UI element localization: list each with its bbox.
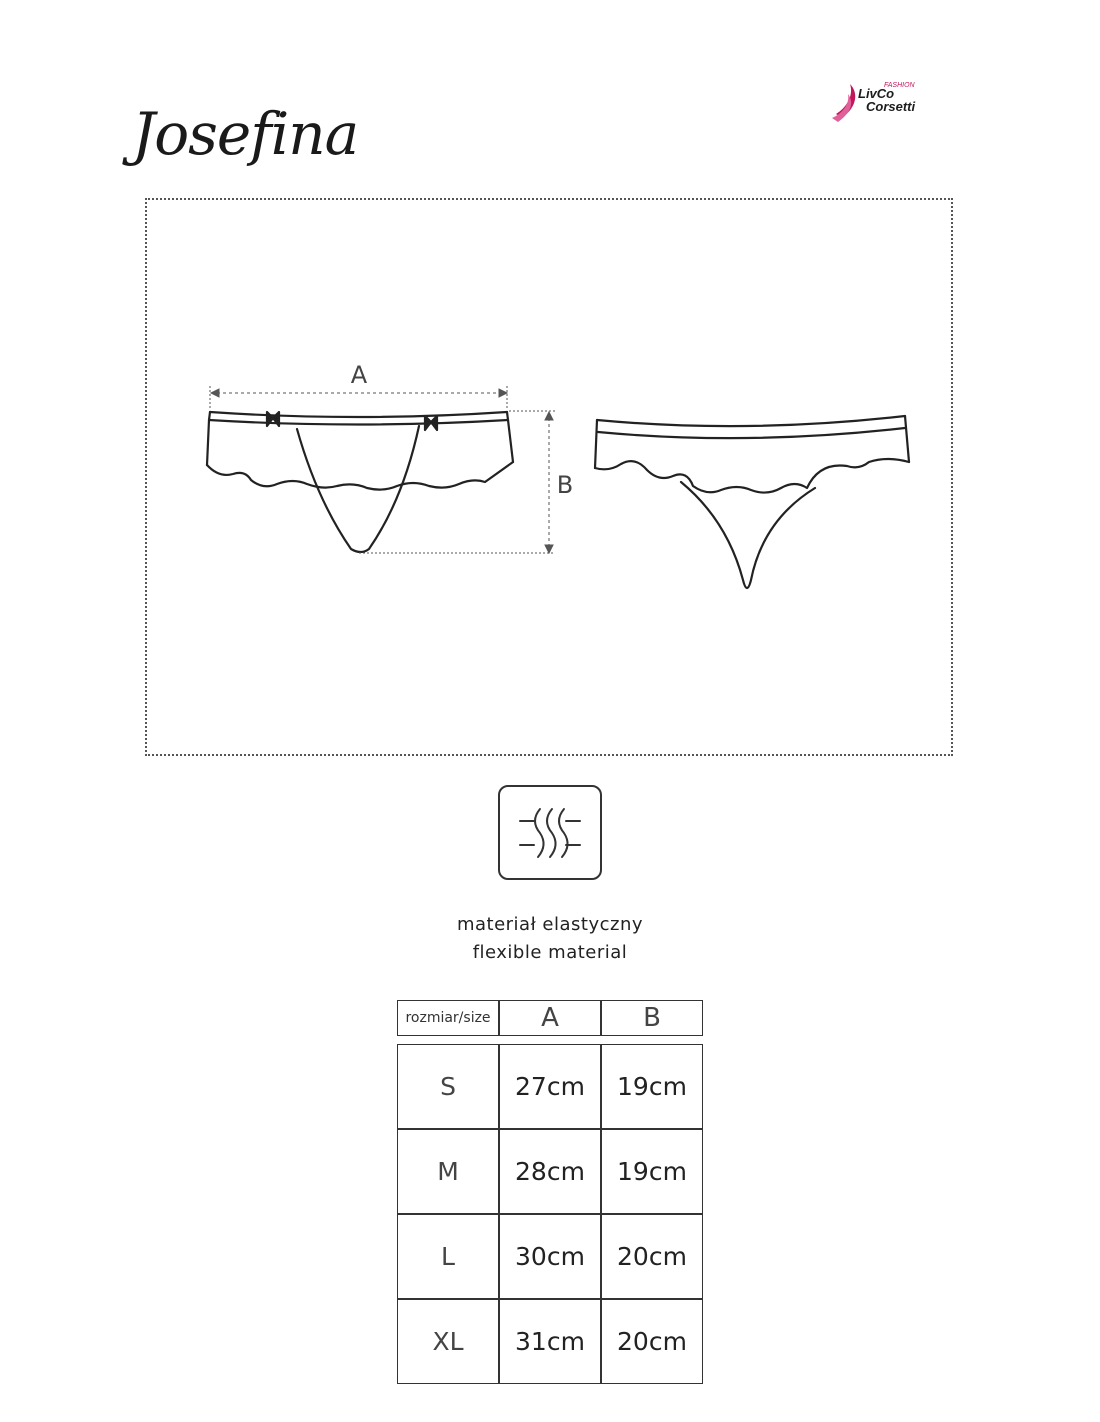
size-cell: S [397, 1044, 499, 1129]
b-value-cell: 19cm [601, 1129, 703, 1214]
product-drawing [147, 200, 951, 754]
b-column-header: B [601, 1000, 703, 1036]
size-cell: XL [397, 1299, 499, 1384]
front-view-drawing [207, 412, 513, 552]
b-value-cell: 20cm [601, 1214, 703, 1299]
brand-logo [828, 78, 948, 128]
a-value-cell: 27cm [499, 1044, 601, 1129]
a-column-header: A [499, 1000, 601, 1036]
a-value-cell: 28cm [499, 1129, 601, 1214]
flexible-material-badge [498, 785, 602, 880]
stretch-wave-icon [500, 787, 600, 878]
size-table-header [397, 1000, 703, 1036]
product-diagram-frame [145, 198, 953, 756]
a-value-cell: 30cm [499, 1214, 601, 1299]
size-column-header: rozmiar/size [397, 1000, 499, 1036]
size-cell: M [397, 1129, 499, 1214]
dimension-b-label: B [556, 471, 574, 499]
feature-text-english: flexible material [472, 942, 628, 963]
size-table [397, 1000, 703, 1384]
dimension-a-label: A [350, 361, 368, 389]
dimension-a-arrow [210, 386, 507, 410]
feature-text-polish: materiał elastyczny [456, 914, 644, 935]
a-value-cell: 31cm [499, 1299, 601, 1384]
dimension-b-arrow [359, 411, 555, 553]
table-row [397, 1299, 703, 1384]
table-row [397, 1044, 703, 1129]
table-row [397, 1214, 703, 1299]
table-row [397, 1129, 703, 1214]
brand-name-corsetti: Corsetti [866, 99, 916, 114]
b-value-cell: 20cm [601, 1299, 703, 1384]
product-title: Josefina [132, 100, 359, 168]
size-cell: L [397, 1214, 499, 1299]
brand-name-livco: LivCo [858, 86, 895, 101]
brand-name-fashion: FASHION [884, 82, 915, 89]
back-view-drawing [595, 416, 909, 588]
b-value-cell: 19cm [601, 1044, 703, 1129]
